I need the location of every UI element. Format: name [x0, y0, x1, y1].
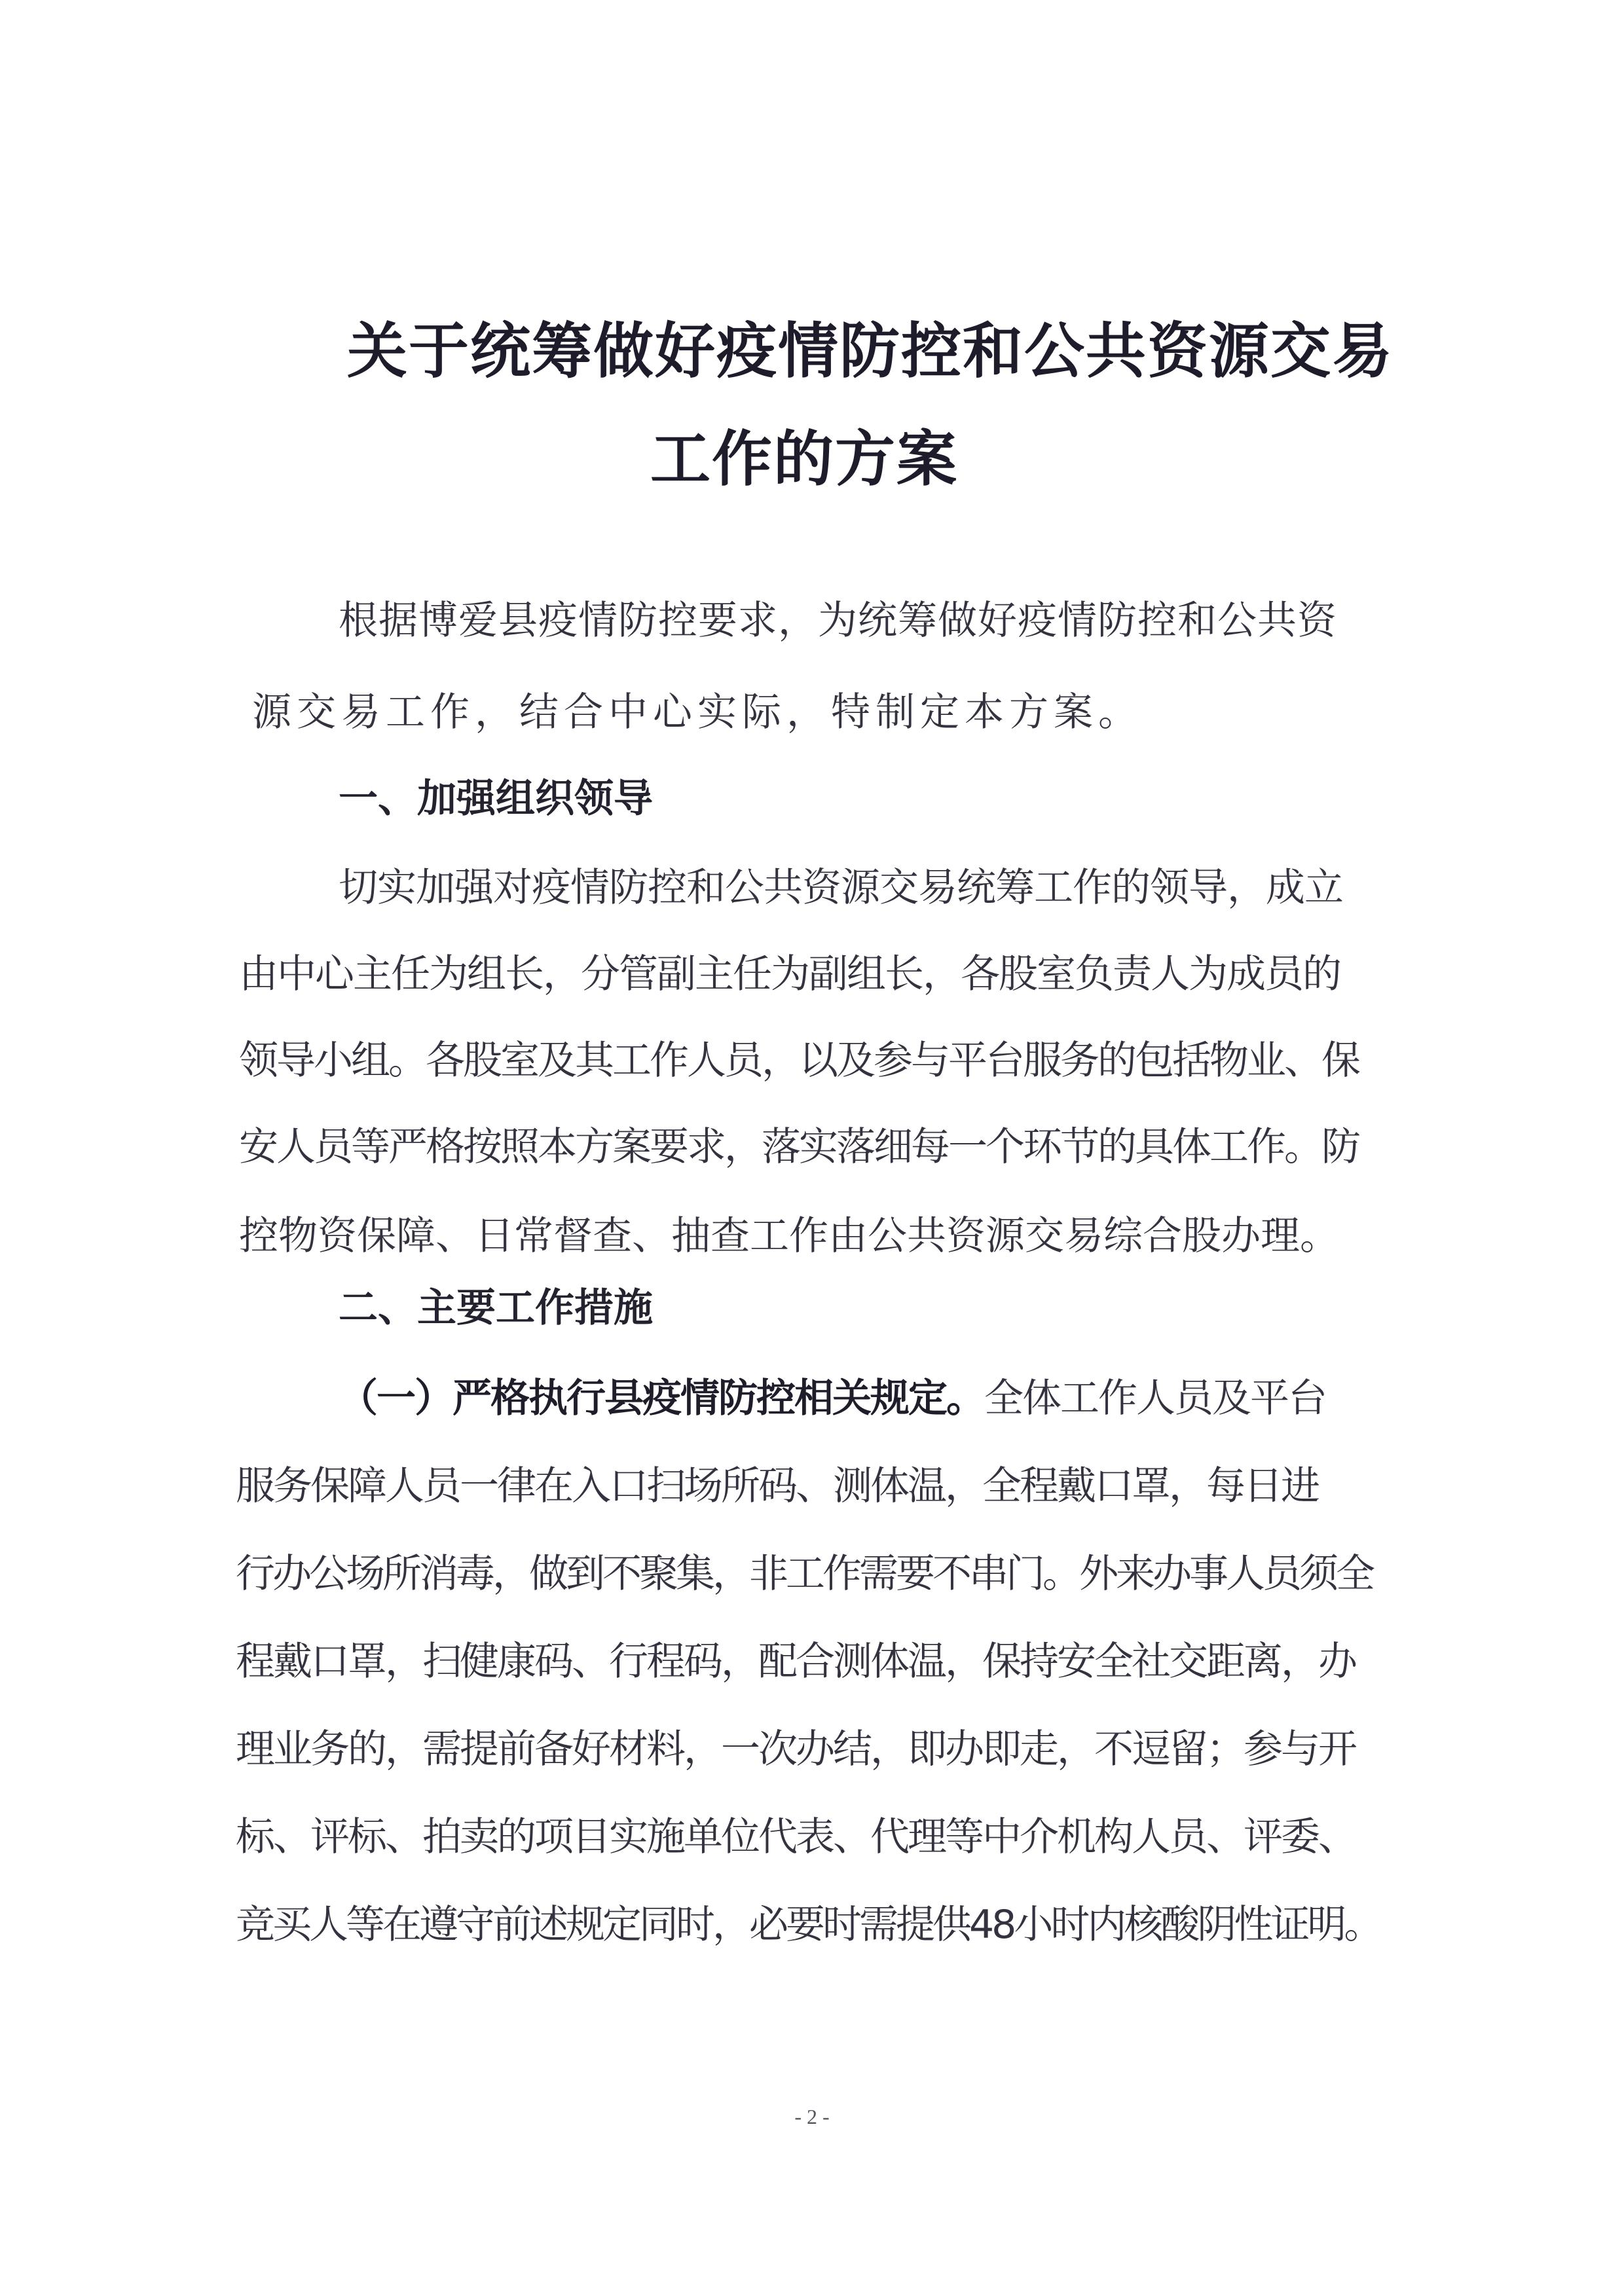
section-2-item-1-lead: （一）严格执行县疫情防控相关规定。	[339, 1376, 984, 1421]
section-1-line-2: 由中心主任为组长，分管副主任为副组长，各股室负责人为成员的	[239, 951, 1340, 997]
intro-line-1: 根据博爱县疫情防控要求，为统筹做好疫情防控和公共资	[339, 598, 1337, 644]
section-1-line-5: 控物资保障、日常督查、抽查工作由公共资源交易综合股办理。	[239, 1213, 1339, 1259]
section-1-line-1: 切实加强对疫情防控和公共资源交易统筹工作的领导，成立	[339, 865, 1343, 911]
section-2-item-1-first-line-rest: 全体工作人员及平台	[984, 1376, 1326, 1421]
section-1-line-3: 领导小组。各股室及其工作人员，以及参与平台服务的包括物业、保	[239, 1038, 1359, 1084]
section-2-item-1-line-3: 行办公场所消毒，做到不聚集，非工作需要不串门。外来办事人员须全	[236, 1551, 1373, 1597]
section-2-item-1-line-4: 程戴口罩，扫健康码、行程码，配合测体温，保持安全社交距离，办	[236, 1639, 1356, 1685]
section-2-item-1-line-2: 服务保障人员一律在入口扫场所码、测体温，全程戴口罩，每日进	[236, 1463, 1318, 1509]
section-2-item-1-line-5: 理业务的，需提前备好材料，一次办结，即办即走，不逗留；参与开	[236, 1726, 1356, 1772]
page-number: - 2 -	[794, 2105, 830, 2128]
section-2-heading: 二、主要工作措施	[339, 1285, 653, 1331]
section-2-item-1-first-line	[339, 1376, 1326, 1421]
document-title-line-1: 关于统筹做好疫情防控和公共资源交易	[347, 316, 1394, 386]
section-1-line-4: 安人员等严格按照本方案要求，落实落细每一个环节的具体工作。防	[239, 1124, 1359, 1170]
section-1-heading: 一、加强组织领导	[339, 776, 653, 822]
intro-line-2: 源交易工作，结合中心实际，特制定本方案。	[252, 689, 1143, 735]
section-2-item-1-line-7: 竞买人等在遵守前述规定同时，必要时需提供48小时内核酸阴性证明。	[236, 1902, 1381, 1948]
section-2-item-1-line-6: 标、评标、拍卖的项目实施单位代表、代理等中介机构人员、评委、	[236, 1814, 1356, 1860]
document-title-line-2: 工作的方案	[650, 424, 959, 494]
